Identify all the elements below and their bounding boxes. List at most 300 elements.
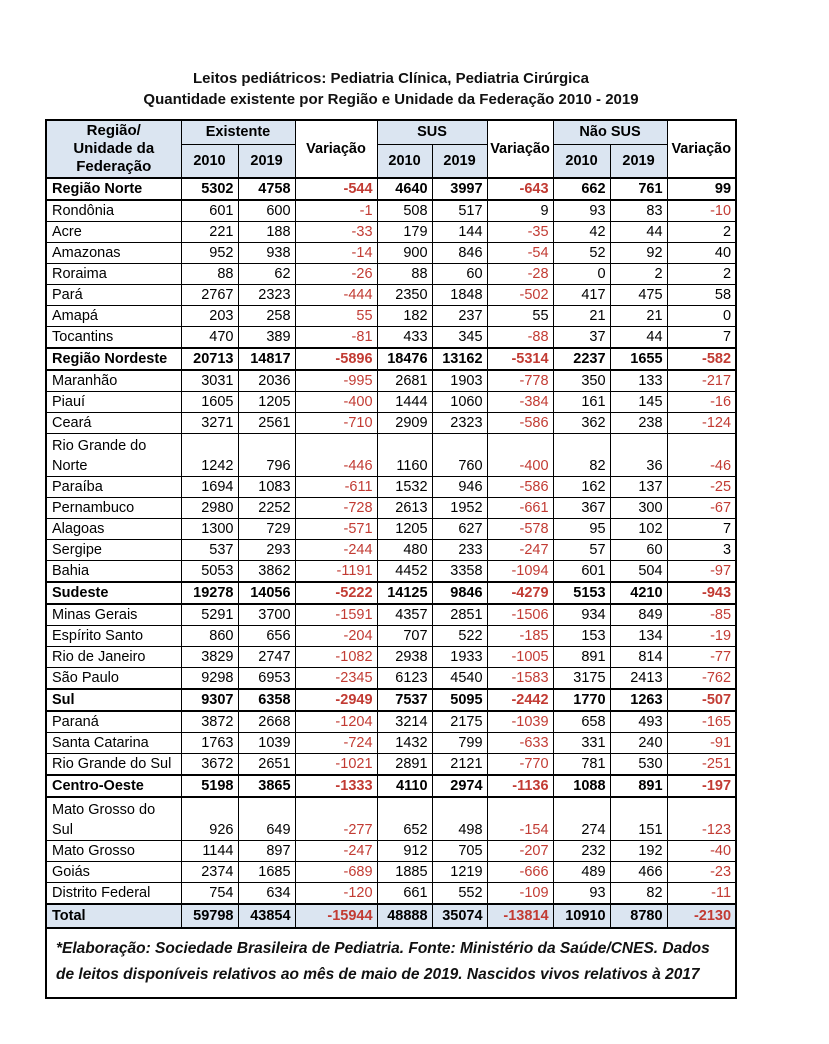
value-cell: -2130 bbox=[667, 904, 736, 928]
value-cell: 92 bbox=[610, 243, 667, 264]
value-cell: 18476 bbox=[377, 348, 432, 370]
table-row bbox=[46, 370, 736, 392]
value-cell: 3865 bbox=[238, 775, 295, 797]
value-cell: 938 bbox=[238, 243, 295, 264]
value-cell: -33 bbox=[295, 222, 377, 243]
value-cell: -120 bbox=[295, 883, 377, 905]
value-cell: -197 bbox=[667, 775, 736, 797]
value-cell: 36 bbox=[610, 434, 667, 477]
pediatric-beds-table bbox=[45, 119, 737, 929]
value-cell: -544 bbox=[295, 178, 377, 200]
value-cell: 389 bbox=[238, 327, 295, 349]
source-note: *Elaboração: Sociedade Brasileira de Pediatria. Fonte: Ministério da Saúde/CNES. Dados de leitos disponíveis relativos ao mês de maio de 2019. Nascidos vivos relativos à 2017 bbox=[45, 927, 737, 999]
value-cell: 705 bbox=[432, 841, 487, 862]
value-cell: -710 bbox=[295, 413, 377, 434]
content bbox=[45, 68, 737, 999]
value-cell: 934 bbox=[553, 604, 610, 626]
value-cell: -10 bbox=[667, 200, 736, 222]
table-row bbox=[46, 264, 736, 285]
table-row bbox=[46, 348, 736, 370]
value-cell: 656 bbox=[238, 626, 295, 647]
value-cell: -666 bbox=[487, 862, 553, 883]
value-cell: 466 bbox=[610, 862, 667, 883]
value-cell: -16 bbox=[667, 392, 736, 413]
value-cell: 14125 bbox=[377, 582, 432, 604]
value-cell: 3862 bbox=[238, 561, 295, 583]
value-cell: 14056 bbox=[238, 582, 295, 604]
table-header bbox=[46, 120, 736, 178]
value-cell: -1094 bbox=[487, 561, 553, 583]
value-cell: -40 bbox=[667, 841, 736, 862]
header-variacao-existente: Variação bbox=[295, 120, 377, 178]
value-cell: -728 bbox=[295, 498, 377, 519]
value-cell: 1432 bbox=[377, 733, 432, 754]
value-cell: -14 bbox=[295, 243, 377, 264]
value-cell: 796 bbox=[238, 434, 295, 477]
value-cell: -123 bbox=[667, 797, 736, 841]
value-cell: 1263 bbox=[610, 689, 667, 711]
table-row bbox=[46, 434, 736, 477]
value-cell: 2350 bbox=[377, 285, 432, 306]
value-cell: -995 bbox=[295, 370, 377, 392]
value-cell: -185 bbox=[487, 626, 553, 647]
value-cell: 5053 bbox=[181, 561, 238, 583]
row-label: Total bbox=[46, 904, 181, 928]
value-cell: 182 bbox=[377, 306, 432, 327]
table-row bbox=[46, 561, 736, 583]
value-cell: 2237 bbox=[553, 348, 610, 370]
table-row bbox=[46, 519, 736, 540]
value-cell: -1506 bbox=[487, 604, 553, 626]
value-cell: 846 bbox=[432, 243, 487, 264]
value-cell: -643 bbox=[487, 178, 553, 200]
value-cell: 14817 bbox=[238, 348, 295, 370]
value-cell: -400 bbox=[487, 434, 553, 477]
value-cell: 40 bbox=[667, 243, 736, 264]
row-label: Rio Grande do Norte bbox=[46, 434, 181, 477]
value-cell: 504 bbox=[610, 561, 667, 583]
value-cell: 649 bbox=[238, 797, 295, 841]
row-label: Sudeste bbox=[46, 582, 181, 604]
value-cell: -26 bbox=[295, 264, 377, 285]
value-cell: -277 bbox=[295, 797, 377, 841]
value-cell: 258 bbox=[238, 306, 295, 327]
table-row bbox=[46, 285, 736, 306]
value-cell: 3271 bbox=[181, 413, 238, 434]
value-cell: -1204 bbox=[295, 711, 377, 733]
value-cell: 203 bbox=[181, 306, 238, 327]
value-cell: 2 bbox=[667, 264, 736, 285]
value-cell: 1532 bbox=[377, 477, 432, 498]
value-cell: -97 bbox=[667, 561, 736, 583]
value-cell: 912 bbox=[377, 841, 432, 862]
row-label: Sul bbox=[46, 689, 181, 711]
value-cell: 4758 bbox=[238, 178, 295, 200]
value-cell: -633 bbox=[487, 733, 553, 754]
header-region-line: Unidade da bbox=[73, 140, 155, 157]
value-cell: -217 bbox=[667, 370, 736, 392]
value-cell: 2613 bbox=[377, 498, 432, 519]
value-cell: 493 bbox=[610, 711, 667, 733]
value-cell: 799 bbox=[432, 733, 487, 754]
value-cell: -19 bbox=[667, 626, 736, 647]
value-cell: 59798 bbox=[181, 904, 238, 928]
value-cell: 860 bbox=[181, 626, 238, 647]
value-cell: 480 bbox=[377, 540, 432, 561]
row-label: Piauí bbox=[46, 392, 181, 413]
value-cell: 1039 bbox=[238, 733, 295, 754]
row-label: Minas Gerais bbox=[46, 604, 181, 626]
value-cell: 88 bbox=[377, 264, 432, 285]
value-cell: 44 bbox=[610, 327, 667, 349]
value-cell: 43854 bbox=[238, 904, 295, 928]
row-label: Bahia bbox=[46, 561, 181, 583]
value-cell: 2938 bbox=[377, 647, 432, 668]
value-cell: 707 bbox=[377, 626, 432, 647]
table-row bbox=[46, 582, 736, 604]
value-cell: -1021 bbox=[295, 754, 377, 776]
value-cell: 10910 bbox=[553, 904, 610, 928]
value-cell: 3672 bbox=[181, 754, 238, 776]
value-cell: 4540 bbox=[432, 668, 487, 690]
value-cell: 508 bbox=[377, 200, 432, 222]
value-cell: -586 bbox=[487, 477, 553, 498]
value-cell: 1933 bbox=[432, 647, 487, 668]
value-cell: 82 bbox=[610, 883, 667, 905]
value-cell: 849 bbox=[610, 604, 667, 626]
value-cell: -724 bbox=[295, 733, 377, 754]
value-cell: 35074 bbox=[432, 904, 487, 928]
value-cell: 891 bbox=[610, 775, 667, 797]
row-label: Santa Catarina bbox=[46, 733, 181, 754]
value-cell: 1060 bbox=[432, 392, 487, 413]
value-cell: 20713 bbox=[181, 348, 238, 370]
header-year-sus-2010: 2010 bbox=[377, 144, 432, 178]
value-cell: 3214 bbox=[377, 711, 432, 733]
value-cell: 634 bbox=[238, 883, 295, 905]
value-cell: 5153 bbox=[553, 582, 610, 604]
row-label: Região Nordeste bbox=[46, 348, 181, 370]
value-cell: 1219 bbox=[432, 862, 487, 883]
value-cell: 601 bbox=[181, 200, 238, 222]
value-cell: 530 bbox=[610, 754, 667, 776]
value-cell: -204 bbox=[295, 626, 377, 647]
value-cell: 3997 bbox=[432, 178, 487, 200]
value-cell: 5302 bbox=[181, 178, 238, 200]
value-cell: -444 bbox=[295, 285, 377, 306]
value-cell: -1333 bbox=[295, 775, 377, 797]
value-cell: 1885 bbox=[377, 862, 432, 883]
value-cell: 82 bbox=[553, 434, 610, 477]
value-cell: 237 bbox=[432, 306, 487, 327]
value-cell: 2323 bbox=[238, 285, 295, 306]
value-cell: 179 bbox=[377, 222, 432, 243]
value-cell: -247 bbox=[295, 841, 377, 862]
value-cell: -400 bbox=[295, 392, 377, 413]
value-cell: -2345 bbox=[295, 668, 377, 690]
value-cell: 62 bbox=[238, 264, 295, 285]
value-cell: 2980 bbox=[181, 498, 238, 519]
table-row bbox=[46, 392, 736, 413]
value-cell: 537 bbox=[181, 540, 238, 561]
value-cell: 1694 bbox=[181, 477, 238, 498]
value-cell: 93 bbox=[553, 883, 610, 905]
value-cell: 946 bbox=[432, 477, 487, 498]
value-cell: 552 bbox=[432, 883, 487, 905]
table-row bbox=[46, 689, 736, 711]
value-cell: -1005 bbox=[487, 647, 553, 668]
value-cell: 3829 bbox=[181, 647, 238, 668]
value-cell: -15944 bbox=[295, 904, 377, 928]
value-cell: -943 bbox=[667, 582, 736, 604]
title-line-1: Leitos pediátricos: Pediatria Clínica, Pediatria Cirúrgica bbox=[193, 70, 589, 87]
value-cell: 8780 bbox=[610, 904, 667, 928]
value-cell: -611 bbox=[295, 477, 377, 498]
value-cell: 814 bbox=[610, 647, 667, 668]
value-cell: 367 bbox=[553, 498, 610, 519]
value-cell: 3 bbox=[667, 540, 736, 561]
value-cell: 3700 bbox=[238, 604, 295, 626]
value-cell: 240 bbox=[610, 733, 667, 754]
value-cell: 145 bbox=[610, 392, 667, 413]
value-cell: 57 bbox=[553, 540, 610, 561]
value-cell: 5095 bbox=[432, 689, 487, 711]
value-cell: 238 bbox=[610, 413, 667, 434]
value-cell: 2891 bbox=[377, 754, 432, 776]
value-cell: 1242 bbox=[181, 434, 238, 477]
header-year-nao-sus-2010: 2010 bbox=[553, 144, 610, 178]
value-cell: 3872 bbox=[181, 711, 238, 733]
value-cell: 83 bbox=[610, 200, 667, 222]
table-row bbox=[46, 540, 736, 561]
value-cell: 7537 bbox=[377, 689, 432, 711]
value-cell: 2668 bbox=[238, 711, 295, 733]
value-cell: -244 bbox=[295, 540, 377, 561]
value-cell: 761 bbox=[610, 178, 667, 200]
value-cell: 102 bbox=[610, 519, 667, 540]
value-cell: 0 bbox=[553, 264, 610, 285]
value-cell: 13162 bbox=[432, 348, 487, 370]
value-cell: -762 bbox=[667, 668, 736, 690]
header-group-nao-sus: Não SUS bbox=[553, 120, 667, 144]
value-cell: 153 bbox=[553, 626, 610, 647]
table-row bbox=[46, 904, 736, 928]
value-cell: 1160 bbox=[377, 434, 432, 477]
value-cell: 433 bbox=[377, 327, 432, 349]
value-cell: -67 bbox=[667, 498, 736, 519]
value-cell: 362 bbox=[553, 413, 610, 434]
value-cell: 3031 bbox=[181, 370, 238, 392]
value-cell: 2 bbox=[610, 264, 667, 285]
value-cell: 3358 bbox=[432, 561, 487, 583]
value-cell: 345 bbox=[432, 327, 487, 349]
value-cell: -770 bbox=[487, 754, 553, 776]
row-label: Alagoas bbox=[46, 519, 181, 540]
header-year-existente-2010: 2010 bbox=[181, 144, 238, 178]
header-group-existente: Existente bbox=[181, 120, 295, 144]
value-cell: 55 bbox=[295, 306, 377, 327]
value-cell: 192 bbox=[610, 841, 667, 862]
value-cell: 601 bbox=[553, 561, 610, 583]
value-cell: -11 bbox=[667, 883, 736, 905]
value-cell: 162 bbox=[553, 477, 610, 498]
header-region-line: Federação bbox=[76, 158, 152, 175]
value-cell: 498 bbox=[432, 797, 487, 841]
table-row bbox=[46, 222, 736, 243]
value-cell: 19278 bbox=[181, 582, 238, 604]
table-row bbox=[46, 883, 736, 905]
value-cell: 1144 bbox=[181, 841, 238, 862]
table-row bbox=[46, 626, 736, 647]
value-cell: 600 bbox=[238, 200, 295, 222]
value-cell: 1444 bbox=[377, 392, 432, 413]
value-cell: 891 bbox=[553, 647, 610, 668]
value-cell: 4640 bbox=[377, 178, 432, 200]
table-row bbox=[46, 797, 736, 841]
value-cell: 2767 bbox=[181, 285, 238, 306]
value-cell: 4110 bbox=[377, 775, 432, 797]
value-cell: 760 bbox=[432, 434, 487, 477]
header-year-existente-2019: 2019 bbox=[238, 144, 295, 178]
value-cell: 9307 bbox=[181, 689, 238, 711]
value-cell: 781 bbox=[553, 754, 610, 776]
row-label: Amazonas bbox=[46, 243, 181, 264]
value-cell: 1903 bbox=[432, 370, 487, 392]
row-label: Rio de Janeiro bbox=[46, 647, 181, 668]
value-cell: 232 bbox=[553, 841, 610, 862]
value-cell: 0 bbox=[667, 306, 736, 327]
header-year-sus-2019: 2019 bbox=[432, 144, 487, 178]
value-cell: -1082 bbox=[295, 647, 377, 668]
value-cell: 9298 bbox=[181, 668, 238, 690]
value-cell: 1205 bbox=[377, 519, 432, 540]
value-cell: -507 bbox=[667, 689, 736, 711]
value-cell: 233 bbox=[432, 540, 487, 561]
value-cell: 9 bbox=[487, 200, 553, 222]
value-cell: 1605 bbox=[181, 392, 238, 413]
value-cell: 522 bbox=[432, 626, 487, 647]
row-label: Centro-Oeste bbox=[46, 775, 181, 797]
value-cell: 60 bbox=[432, 264, 487, 285]
value-cell: -5222 bbox=[295, 582, 377, 604]
value-cell: -582 bbox=[667, 348, 736, 370]
value-cell: -1591 bbox=[295, 604, 377, 626]
value-cell: -689 bbox=[295, 862, 377, 883]
table-row bbox=[46, 841, 736, 862]
value-cell: 652 bbox=[377, 797, 432, 841]
value-cell: 470 bbox=[181, 327, 238, 349]
value-cell: 3175 bbox=[553, 668, 610, 690]
value-cell: -207 bbox=[487, 841, 553, 862]
value-cell: -54 bbox=[487, 243, 553, 264]
value-cell: 221 bbox=[181, 222, 238, 243]
value-cell: 151 bbox=[610, 797, 667, 841]
row-label: Goiás bbox=[46, 862, 181, 883]
value-cell: 21 bbox=[610, 306, 667, 327]
value-cell: 658 bbox=[553, 711, 610, 733]
value-cell: -571 bbox=[295, 519, 377, 540]
table-row bbox=[46, 327, 736, 349]
row-label: Pará bbox=[46, 285, 181, 306]
value-cell: -4279 bbox=[487, 582, 553, 604]
value-cell: 1083 bbox=[238, 477, 295, 498]
value-cell: 6358 bbox=[238, 689, 295, 711]
value-cell: 133 bbox=[610, 370, 667, 392]
value-cell: -247 bbox=[487, 540, 553, 561]
header-region-line: Região/ bbox=[86, 122, 141, 139]
value-cell: 2323 bbox=[432, 413, 487, 434]
value-cell: 60 bbox=[610, 540, 667, 561]
value-cell: -2442 bbox=[487, 689, 553, 711]
value-cell: -1583 bbox=[487, 668, 553, 690]
value-cell: 188 bbox=[238, 222, 295, 243]
header-group-sus: SUS bbox=[377, 120, 487, 144]
value-cell: -502 bbox=[487, 285, 553, 306]
value-cell: 134 bbox=[610, 626, 667, 647]
value-cell: 2121 bbox=[432, 754, 487, 776]
value-cell: -13814 bbox=[487, 904, 553, 928]
value-cell: 1205 bbox=[238, 392, 295, 413]
value-cell: 9846 bbox=[432, 582, 487, 604]
value-cell: 1685 bbox=[238, 862, 295, 883]
value-cell: -154 bbox=[487, 797, 553, 841]
table-row bbox=[46, 200, 736, 222]
value-cell: -578 bbox=[487, 519, 553, 540]
value-cell: -35 bbox=[487, 222, 553, 243]
value-cell: 300 bbox=[610, 498, 667, 519]
row-label: Paraíba bbox=[46, 477, 181, 498]
value-cell: 897 bbox=[238, 841, 295, 862]
value-cell: 1655 bbox=[610, 348, 667, 370]
value-cell: 2561 bbox=[238, 413, 295, 434]
header-variacao-nao-sus: Variação bbox=[667, 120, 736, 178]
value-cell: -251 bbox=[667, 754, 736, 776]
row-label: Mato Grosso bbox=[46, 841, 181, 862]
table-row bbox=[46, 711, 736, 733]
value-cell: -1191 bbox=[295, 561, 377, 583]
value-cell: -77 bbox=[667, 647, 736, 668]
value-cell: 161 bbox=[553, 392, 610, 413]
value-cell: 1848 bbox=[432, 285, 487, 306]
value-cell: -1 bbox=[295, 200, 377, 222]
row-label: Rondônia bbox=[46, 200, 181, 222]
title-line-2: Quantidade existente por Região e Unidade da Federação 2010 - 2019 bbox=[143, 91, 639, 108]
value-cell: -91 bbox=[667, 733, 736, 754]
value-cell: -446 bbox=[295, 434, 377, 477]
value-cell: 2681 bbox=[377, 370, 432, 392]
value-cell: 137 bbox=[610, 477, 667, 498]
value-cell: 58 bbox=[667, 285, 736, 306]
value-cell: 2974 bbox=[432, 775, 487, 797]
value-cell: -661 bbox=[487, 498, 553, 519]
value-cell: 489 bbox=[553, 862, 610, 883]
row-label: Distrito Federal bbox=[46, 883, 181, 905]
table-row bbox=[46, 668, 736, 690]
value-cell: 2175 bbox=[432, 711, 487, 733]
value-cell: -1039 bbox=[487, 711, 553, 733]
value-cell: -25 bbox=[667, 477, 736, 498]
value-cell: 662 bbox=[553, 178, 610, 200]
row-label: São Paulo bbox=[46, 668, 181, 690]
value-cell: 1763 bbox=[181, 733, 238, 754]
value-cell: 2036 bbox=[238, 370, 295, 392]
value-cell: 274 bbox=[553, 797, 610, 841]
value-cell: 2374 bbox=[181, 862, 238, 883]
value-cell: -85 bbox=[667, 604, 736, 626]
row-label: Pernambuco bbox=[46, 498, 181, 519]
value-cell: 7 bbox=[667, 327, 736, 349]
value-cell: 88 bbox=[181, 264, 238, 285]
